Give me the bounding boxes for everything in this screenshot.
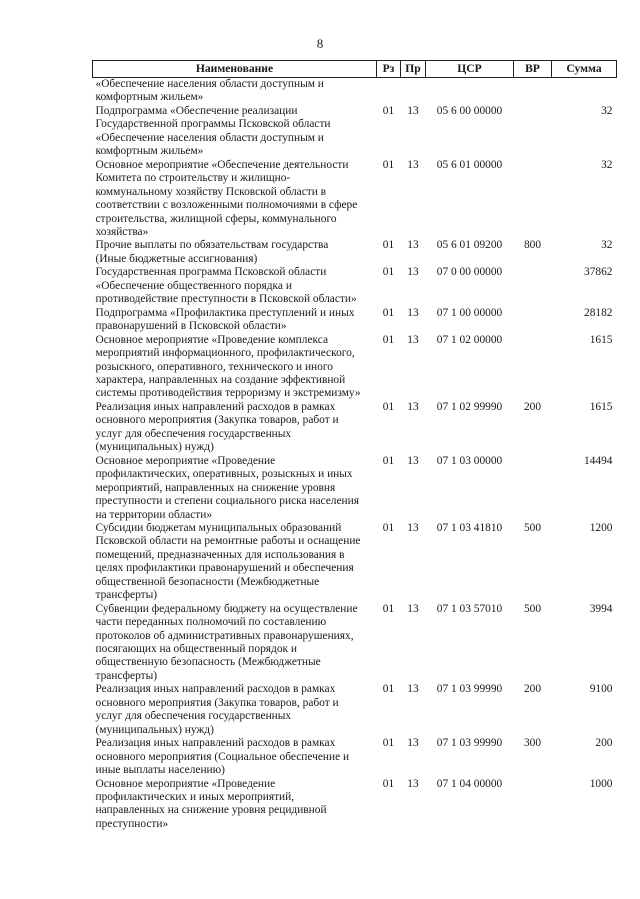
row-name-line: (муниципальных) нужд) — [95, 723, 214, 736]
row-csr: 07 1 03 99990 — [436, 737, 503, 750]
row-name-line: системы противодействия терроризму и экстремизму» — [95, 387, 361, 400]
row-name-line: общественную безопасность (Межбюджетные — [95, 656, 321, 669]
row-pr: 13 — [407, 239, 419, 252]
row-name-line: Основное мероприятие «Проведение — [95, 454, 276, 467]
row-name-line: характера, направленных на создание эффективной — [95, 373, 346, 386]
row-rz: 01 — [382, 158, 395, 171]
row-rz: 01 — [382, 400, 395, 413]
row-sum: 14494 — [584, 454, 613, 467]
row-pr: 13 — [407, 521, 419, 534]
table-row — [93, 522, 617, 603]
row-vr: 200 — [523, 400, 542, 413]
header-sum: Сумма — [552, 61, 617, 78]
row-sum: 32 — [601, 239, 613, 252]
row-name — [93, 603, 377, 684]
row-name-line: Основное мероприятие «Обеспечение деятельности — [95, 158, 349, 171]
row-name-line: услуг для обеспечения государственных — [95, 427, 292, 440]
row-vr — [514, 266, 552, 306]
row-sum: 37862 — [584, 266, 613, 279]
row-pr — [401, 78, 426, 105]
table-row — [93, 307, 617, 334]
row-name-line: помещений, предназначенных для использования в — [95, 548, 345, 561]
row-csr: 05 6 01 00000 — [436, 158, 503, 171]
row-name — [93, 266, 377, 306]
row-csr: 07 0 00 00000 — [436, 266, 503, 279]
row-name-line: Псковской области на ремонтные работы и оснащение — [95, 535, 361, 548]
row-vr — [514, 334, 552, 401]
table-row — [93, 334, 617, 401]
row-rz: 01 — [382, 602, 395, 615]
row-csr: 07 1 02 00000 — [436, 333, 503, 346]
row-name — [93, 334, 377, 401]
row-sum: 9100 — [589, 683, 613, 696]
row-pr: 13 — [407, 333, 419, 346]
row-vr: 800 — [523, 239, 542, 252]
table-row — [93, 778, 617, 832]
row-vr — [514, 307, 552, 334]
header-name: Наименование — [93, 61, 377, 78]
table-row — [93, 683, 617, 737]
row-name-line: Основное мероприятие «Проведение комплекса — [95, 333, 328, 346]
row-pr: 13 — [407, 683, 419, 696]
row-name-line: Реализация иных направлений расходов в рамках — [95, 683, 336, 696]
row-name-line: Основное мероприятие «Проведение — [95, 777, 276, 790]
row-name — [93, 683, 377, 737]
table-row — [93, 159, 617, 240]
row-sum: 28182 — [584, 306, 613, 319]
row-name-line: «Обеспечение общественного порядка и — [95, 279, 292, 292]
row-csr: 05 6 00 00000 — [436, 104, 503, 117]
row-name-line: Подпрограмма «Обеспечение реализации — [95, 104, 298, 117]
row-rz: 01 — [382, 737, 395, 750]
row-pr: 13 — [407, 266, 419, 279]
row-csr: 07 1 03 99990 — [436, 683, 503, 696]
row-name-line: преступности и степени социального риска населения — [95, 495, 359, 508]
row-name-line: комфортным жильем» — [95, 145, 204, 158]
row-name-line: хозяйства» — [95, 225, 149, 238]
row-name-line: розыскного, оперативного, технического и иного — [95, 360, 333, 373]
budget-table — [92, 60, 617, 831]
row-vr — [514, 159, 552, 240]
row-rz — [377, 78, 401, 105]
row-csr: 07 1 03 00000 — [436, 454, 503, 467]
row-rz: 01 — [382, 266, 395, 279]
row-pr: 13 — [407, 158, 419, 171]
table-row — [93, 401, 617, 455]
row-name-line: иные выплаты населению) — [95, 764, 225, 777]
row-name — [93, 455, 377, 522]
table-row — [93, 266, 617, 306]
row-name-line: Реализация иных направлений расходов в рамках — [95, 737, 336, 750]
row-name-line: Подпрограмма «Профилактика преступлений и иных — [95, 306, 355, 319]
page-number: 8 — [316, 36, 324, 51]
row-name-line: «Обеспечение населения области доступным и — [95, 131, 324, 144]
row-name-line: коммунальному хозяйству Псковской области в — [95, 185, 327, 198]
row-rz: 01 — [382, 777, 395, 790]
row-pr: 13 — [407, 104, 419, 117]
row-vr — [514, 78, 552, 105]
row-name-line: услуг для обеспечения государственных — [95, 710, 292, 723]
row-name — [93, 307, 377, 334]
header-rz: Рз — [377, 61, 401, 78]
row-rz: 01 — [382, 333, 395, 346]
row-rz: 01 — [382, 239, 395, 252]
row-vr: 300 — [523, 737, 542, 750]
header-pr: Пр — [401, 61, 426, 78]
row-sum: 1615 — [589, 400, 613, 413]
row-name-line: соответствии с возложенными полномочиями в сфере — [95, 199, 358, 212]
row-name-line: на территории области» — [95, 508, 213, 521]
row-name-line: Реализация иных направлений расходов в рамках — [95, 400, 336, 413]
row-name-line: Субвенции федеральному бюджету на осуществление — [95, 602, 358, 615]
row-pr: 13 — [407, 777, 419, 790]
row-sum: 32 — [601, 158, 613, 171]
row-name-line: Субсидии бюджетам муниципальных образований — [95, 521, 342, 534]
table-row — [93, 78, 617, 105]
row-name-line: трансферты) — [95, 589, 158, 602]
row-name-line: целях профилактики правонарушений и обеспечения — [95, 562, 354, 575]
row-name-line: противодействие преступности в Псковской области» — [95, 293, 357, 306]
row-name-line: трансферты) — [95, 669, 158, 682]
table-row — [93, 737, 617, 777]
row-name — [93, 105, 377, 159]
row-csr — [426, 78, 514, 105]
row-name — [93, 78, 377, 105]
row-vr: 500 — [523, 602, 542, 615]
row-vr — [514, 105, 552, 159]
row-name-line: преступности» — [95, 817, 169, 830]
row-name-line: основного мероприятия (Социальное обеспечение и — [95, 750, 350, 763]
row-name-line: профилактических, оперативных, розыскных и иных — [95, 468, 353, 481]
row-name-line: Государственной программы Псковской области — [95, 118, 331, 131]
row-name-line: основного мероприятия (Закупка товаров, работ и — [95, 696, 339, 709]
row-name-line: основного мероприятия (Закупка товаров, работ и — [95, 414, 339, 427]
row-name-line: комфортным жильем» — [95, 91, 204, 104]
row-vr — [514, 455, 552, 522]
header-row — [93, 61, 617, 78]
table-row — [93, 239, 617, 266]
row-name — [93, 522, 377, 603]
row-vr: 500 — [523, 521, 542, 534]
row-sum: 32 — [601, 104, 613, 117]
row-name-line: Комитета по строительству и жилищно- — [95, 172, 291, 185]
row-csr: 05 6 01 09200 — [436, 239, 503, 252]
row-name-line: «Обеспечение населения области доступным и — [95, 78, 324, 90]
row-sum: 200 — [595, 737, 613, 750]
row-name-line: (муниципальных) нужд) — [95, 441, 214, 454]
row-rz: 01 — [382, 683, 395, 696]
row-rz: 01 — [382, 521, 395, 534]
table-body — [93, 78, 617, 832]
table-row — [93, 455, 617, 522]
row-sum: 1615 — [589, 333, 613, 346]
row-rz: 01 — [382, 104, 395, 117]
table-row — [93, 603, 617, 684]
row-pr: 13 — [407, 602, 419, 615]
row-name-line: профилактических и иных мероприятий, — [95, 791, 295, 804]
row-name — [93, 778, 377, 832]
table-row — [93, 105, 617, 159]
row-name — [93, 159, 377, 240]
row-name-line: Прочие выплаты по обязательствам государства — [95, 239, 329, 252]
row-vr — [514, 778, 552, 832]
row-pr: 13 — [407, 400, 419, 413]
row-name-line: направленных на снижение уровня рецидивной — [95, 804, 327, 817]
row-name-line: протоколов об административных правонарушениях, — [95, 629, 354, 642]
row-csr: 07 1 03 41810 — [436, 521, 503, 534]
row-name-line: правонарушений в Псковской области» — [95, 320, 287, 333]
row-sum: 1200 — [589, 521, 613, 534]
row-sum — [552, 78, 617, 105]
row-name-line: мероприятий информационного, профилактического, — [95, 347, 355, 360]
row-pr: 13 — [407, 454, 419, 467]
row-csr: 07 1 02 99990 — [436, 400, 503, 413]
row-name — [93, 401, 377, 455]
row-name-line: посягающих на общественный порядок и — [95, 643, 297, 656]
row-name-line: общественной безопасности (Межбюджетные — [95, 575, 320, 588]
row-name-line: части переданных полномочий по составлению — [95, 616, 327, 629]
header-vr: ВР — [514, 61, 552, 78]
row-csr: 07 1 03 57010 — [436, 602, 503, 615]
row-name — [93, 239, 377, 266]
row-rz: 01 — [382, 454, 395, 467]
row-name-line: строительства, жилищной сферы, коммунального — [95, 212, 337, 225]
row-csr: 07 1 00 00000 — [436, 306, 503, 319]
row-name-line: мероприятий, направленных на снижение уровня — [95, 481, 336, 494]
row-csr: 07 1 04 00000 — [436, 777, 503, 790]
row-pr: 13 — [407, 306, 419, 319]
row-rz: 01 — [382, 306, 395, 319]
row-name-line: Государственная программа Псковской области — [95, 266, 327, 279]
row-vr: 200 — [523, 683, 542, 696]
header-csr: ЦСР — [426, 61, 514, 78]
row-sum: 3994 — [589, 602, 613, 615]
row-sum: 1000 — [589, 777, 613, 790]
row-name — [93, 737, 377, 777]
row-pr: 13 — [407, 737, 419, 750]
row-name-line: (Иные бюджетные ассигнования) — [95, 252, 258, 265]
